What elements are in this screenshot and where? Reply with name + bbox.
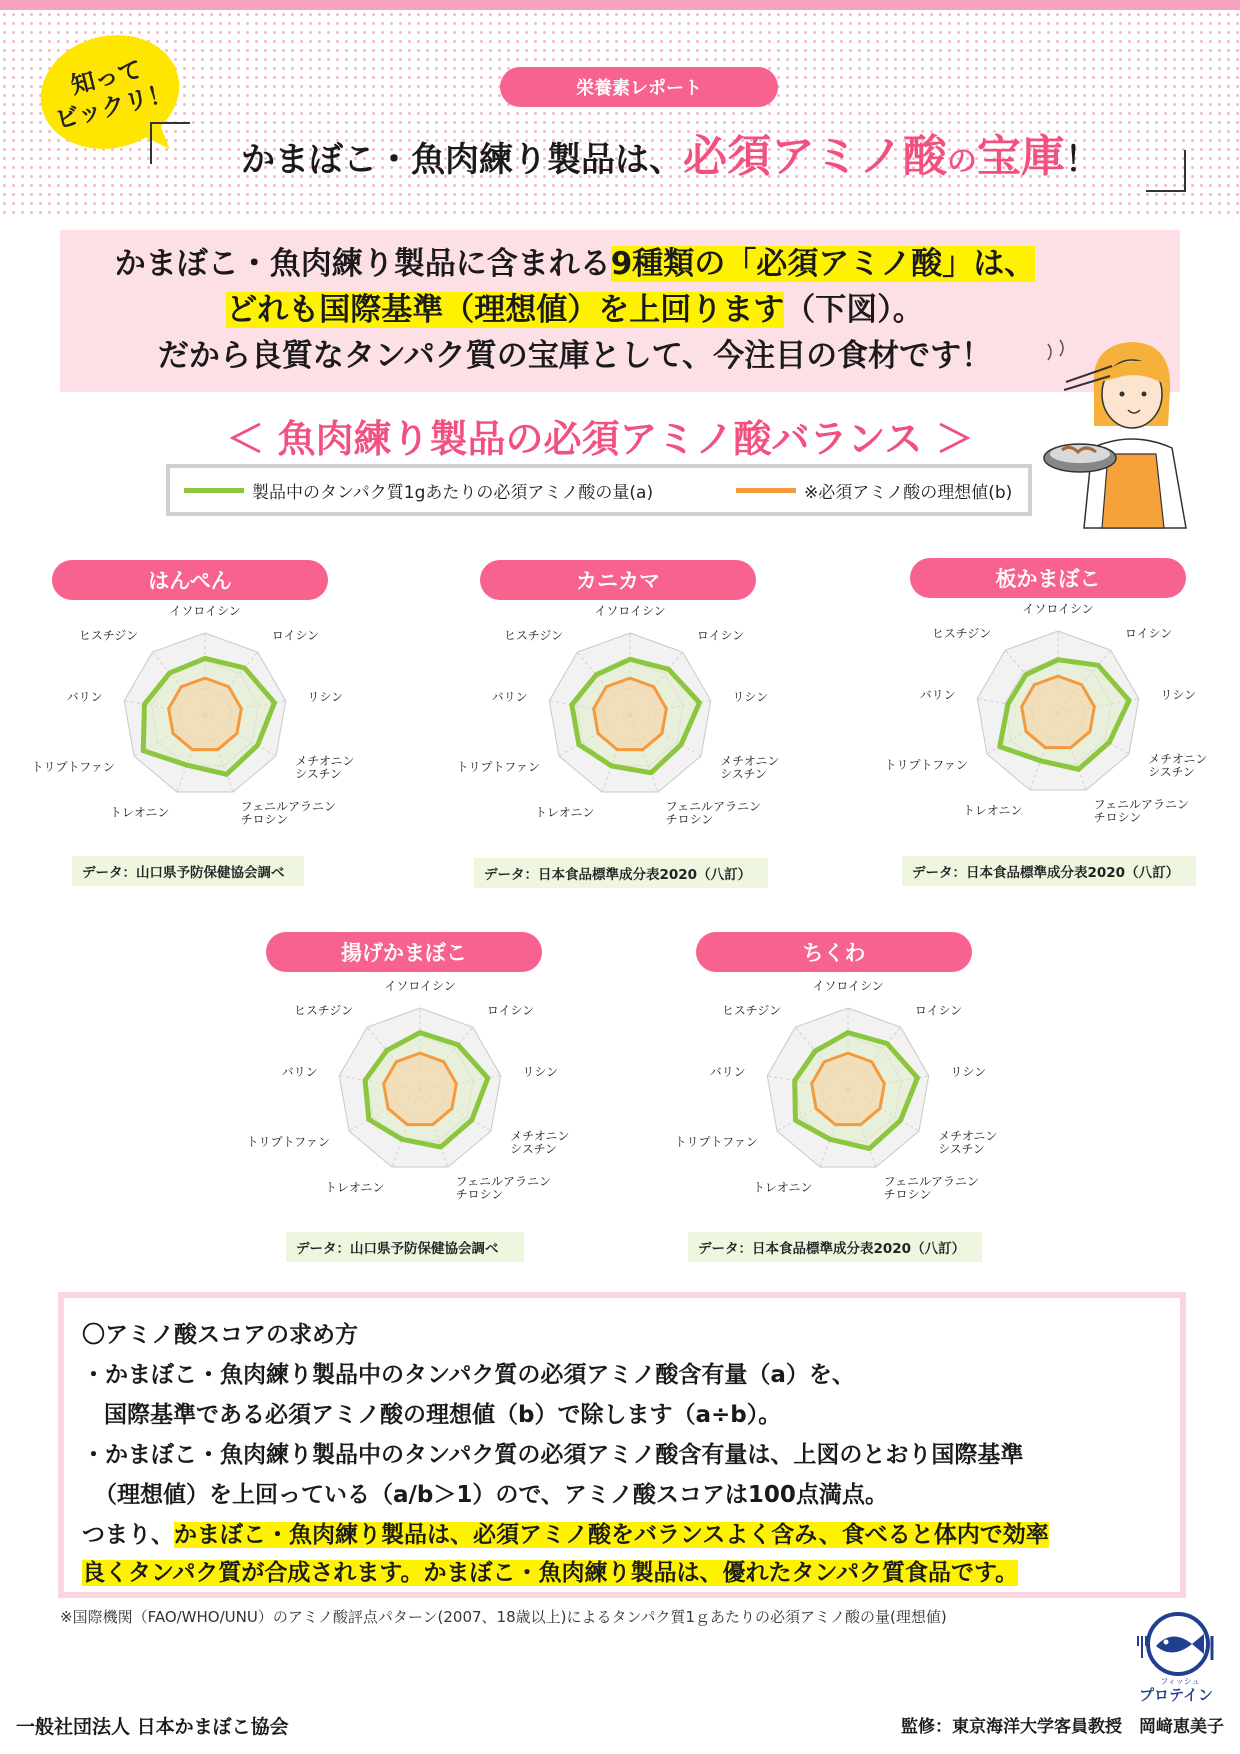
score-bullet-2-line-1: ・かまぼこ・魚肉練り製品中のタンパク質の必須アミノ酸含有量は、上図のとおり国際基準 [82, 1442, 1024, 1468]
axis-label: トレオニン [109, 805, 170, 820]
radar-series-ideal [169, 678, 242, 750]
radar-series-ideal [1022, 676, 1095, 748]
intro-line-3: だから良質なタンパク質の宝庫として、今注目の食材です！ [157, 338, 993, 374]
radar-chart-5 [674, 969, 1018, 1219]
chart-source-4: データ：山口県予防保健協会調べ [286, 1232, 524, 1262]
score-conclusion-highlight-1: かまぼこ・魚肉練り製品は、必須アミノ酸をバランスよく含み、食べると体内で効率 [174, 1522, 1049, 1548]
axis-label: メチオニンシスチン [295, 754, 355, 781]
chart-source-5: データ：日本食品標準成分表2020（八訂） [688, 1232, 982, 1262]
legend-actual [184, 478, 653, 503]
chart-source-2: データ：日本食品標準成分表2020（八訂） [474, 858, 768, 888]
intro-line-1 [60, 244, 1090, 284]
chart-title-2: カニカマ [480, 560, 756, 600]
axis-label: メチオニンシスチン [720, 754, 780, 781]
axis-label: ロイシン [914, 1003, 963, 1018]
axis-label: バリン [281, 1064, 318, 1079]
score-conclusion-line-1 [82, 1516, 1049, 1554]
title-corner-top-left [150, 122, 190, 164]
axis-label: リシン [732, 689, 769, 704]
dotted-header-background [0, 10, 1240, 215]
score-conclusion-highlight-2: 良くタンパク質が合成されます。かまぼこ・魚肉練り製品は、優れたタンパク質食品です。 [82, 1560, 1019, 1586]
title-part-3: の [947, 144, 977, 179]
axis-label: ロイシン [486, 1003, 535, 1018]
radar-series-ideal [812, 1053, 885, 1125]
axis-label: バリン [709, 1064, 746, 1079]
report-label: 栄養素レポート [500, 67, 778, 107]
intro-line-1-a: かまぼこ・魚肉練り製品に含まれる [114, 246, 611, 282]
chart-title-3: 板かまぼこ [910, 558, 1186, 598]
organization-name: 一般社団法人 日本かまぼこ協会 [16, 1716, 289, 1738]
axis-label: リシン [307, 689, 344, 704]
axis-label: フェニルアラニンチロシン [455, 1174, 551, 1202]
amino-balance-title: ＜ 魚肉練り製品の必須アミノ酸バランス ＞ [226, 417, 974, 461]
title-part-1: かまぼこ・魚肉練り製品は、 [241, 140, 683, 180]
surprise-badge-text: 知って ビックリ！ [52, 55, 175, 135]
score-conclusion-lead: つまり、 [82, 1522, 174, 1548]
axis-label: イソロイシン [384, 979, 456, 993]
score-bullet-1-line-2: 国際基準である必須アミノ酸の理想値（b）で除します（a÷b）。 [104, 1402, 782, 1428]
radar-series-ideal [384, 1053, 457, 1125]
axis-label: イソロイシン [812, 979, 884, 993]
legend-ideal-swatch [736, 488, 796, 493]
axis-label: トレオニン [962, 803, 1023, 818]
chart-title-5: ちくわ [696, 932, 972, 972]
legend-ideal [736, 478, 1012, 503]
amino-score-box [58, 1292, 1186, 1598]
axis-label: トレオニン [534, 805, 595, 820]
radar-chart-3 [884, 592, 1228, 842]
chart-legend [166, 464, 1032, 516]
radar-chart-1 [31, 594, 375, 844]
radar-chart-2 [456, 594, 800, 844]
axis-label: トリプトファン [456, 760, 540, 774]
chart-source-1: データ：山口県予防保健協会調べ [72, 856, 304, 886]
axis-label: トレオニン [752, 1180, 813, 1195]
woman-cooking-illustration [1040, 330, 1220, 530]
chart-source-3: データ：日本食品標準成分表2020（八訂） [902, 856, 1196, 886]
legend-ideal-label: ※必須アミノ酸の理想値(b) [804, 483, 1013, 503]
score-bullet-2-line-2: （理想値）を上回っている（a/b＞1）ので、アミノ酸スコアは100点満点。 [94, 1482, 888, 1508]
legend-actual-swatch [184, 488, 244, 493]
axis-label: フェニルアラニンチロシン [883, 1174, 979, 1202]
axis-label: イソロイシン [169, 604, 241, 618]
page-title [190, 120, 1150, 180]
title-part-5: ！ [1065, 140, 1099, 180]
score-heading: 〇アミノ酸スコアの求め方 [82, 1322, 358, 1348]
title-part-2: 必須アミノ酸 [683, 131, 947, 182]
logo-big-text: プロテイン [1139, 1686, 1213, 1704]
score-bullet-1-line-1: ・かまぼこ・魚肉練り製品中のタンパク質の必須アミノ酸含有量（a）を、 [82, 1362, 855, 1388]
intro-line-1-highlight: 9種類の「必須アミノ酸」は、 [610, 246, 1036, 282]
axis-label: イソロイシン [1022, 602, 1094, 616]
axis-label: リシン [950, 1064, 987, 1079]
axis-label: ヒスチジン [78, 628, 139, 643]
axis-label: トリプトファン [246, 1135, 330, 1149]
axis-label: メチオニンシスチン [510, 1129, 570, 1156]
intro-line-2-highlight: どれも国際基準（理想値）を上回ります [226, 292, 785, 328]
top-accent-bar [0, 0, 1240, 10]
axis-label: ヒスチジン [293, 1003, 354, 1018]
axis-label: トレオニン [324, 1180, 385, 1195]
axis-label: リシン [1160, 687, 1197, 702]
intro-line-2 [60, 290, 1090, 330]
axis-label: ロイシン [271, 628, 320, 643]
axis-label: イソロイシン [594, 604, 666, 618]
intro-line-2-b: （下図）。 [784, 292, 924, 328]
score-conclusion-line-2 [82, 1554, 1018, 1592]
title-part-4: 宝庫 [977, 131, 1065, 182]
axis-label: フェニルアラニンチロシン [665, 799, 761, 827]
axis-label: ロイシン [696, 628, 745, 643]
logo-small-text: フィッシュ [1160, 1677, 1200, 1686]
axis-label: バリン [66, 689, 103, 704]
radar-chart-4 [246, 969, 590, 1219]
axis-label: フェニルアラニンチロシン [240, 799, 336, 827]
title-corner-bottom-right [1146, 150, 1186, 192]
axis-label: フェニルアラニンチロシン [1093, 797, 1189, 825]
chart-title-4: 揚げかまぼこ [266, 932, 542, 972]
axis-label: トリプトファン [884, 758, 968, 772]
axis-label: ロイシン [1124, 626, 1173, 641]
axis-label: ヒスチジン [503, 628, 564, 643]
axis-label: ヒスチジン [931, 626, 992, 641]
intro-box [60, 230, 1180, 392]
axis-label: メチオニンシスチン [938, 1129, 998, 1156]
fish-protein-logo [1132, 1606, 1218, 1706]
supervisor-credit: 監修：東京海洋大学客員教授 岡﨑恵美子 [901, 1717, 1224, 1737]
radar-series-ideal [594, 678, 667, 750]
axis-label: トリプトファン [674, 1135, 758, 1149]
footnote: ※国際機関（FAO/WHO/UNU）のアミノ酸評点パターン(2007、18歳以上)によるタンパク質1ｇあたりの必須アミノ酸の量(理想値) [60, 1608, 947, 1626]
legend-actual-label: 製品中のタンパク質1gあたりの必須アミノ酸の量(a) [252, 483, 654, 503]
axis-label: ヒスチジン [721, 1003, 782, 1018]
chart-title-1: はんぺん [52, 560, 328, 600]
axis-label: バリン [919, 687, 956, 702]
axis-label: メチオニンシスチン [1148, 752, 1208, 779]
axis-label: トリプトファン [31, 760, 115, 774]
axis-label: バリン [491, 689, 528, 704]
axis-label: リシン [522, 1064, 559, 1079]
